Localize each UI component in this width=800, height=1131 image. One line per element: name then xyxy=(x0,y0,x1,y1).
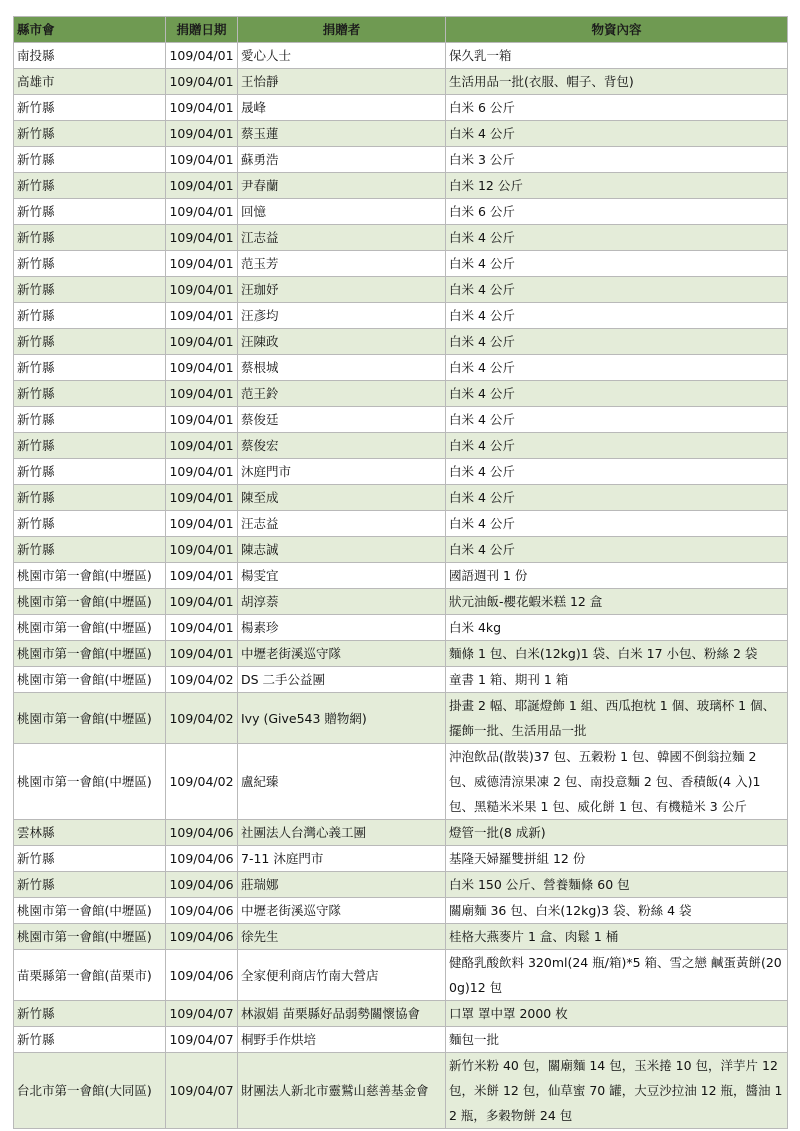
cell-date: 109/04/01 xyxy=(166,277,238,303)
table-row xyxy=(14,615,788,641)
cell-items: 白米 6 公斤 xyxy=(446,95,788,121)
cell-date: 109/04/01 xyxy=(166,407,238,433)
cell-county: 桃園市第一會館(中壢區) xyxy=(14,744,166,820)
cell-items: 白米 3 公斤 xyxy=(446,147,788,173)
table-row xyxy=(14,433,788,459)
table-row xyxy=(14,1053,788,1129)
header-row xyxy=(14,17,788,43)
table-row xyxy=(14,277,788,303)
cell-county: 新竹縣 xyxy=(14,537,166,563)
cell-county: 桃園市第一會館(中壢區) xyxy=(14,898,166,924)
cell-date: 109/04/06 xyxy=(166,820,238,846)
cell-date: 109/04/01 xyxy=(166,485,238,511)
cell-donor: 陳至成 xyxy=(238,485,446,511)
cell-donor: 江志益 xyxy=(238,225,446,251)
cell-county: 桃園市第一會館(中壢區) xyxy=(14,563,166,589)
cell-county: 新竹縣 xyxy=(14,381,166,407)
cell-donor: 愛心人士 xyxy=(238,43,446,69)
table-row xyxy=(14,924,788,950)
cell-donor: 蔡俊廷 xyxy=(238,407,446,433)
cell-county: 苗栗縣第一會館(苗栗市) xyxy=(14,950,166,1001)
cell-county: 新竹縣 xyxy=(14,407,166,433)
header-county: 縣市會 xyxy=(14,17,166,43)
cell-items: 燈管一批(8 成新) xyxy=(446,820,788,846)
cell-donor: 范王鈴 xyxy=(238,381,446,407)
cell-date: 109/04/01 xyxy=(166,511,238,537)
cell-items: 保久乳一箱 xyxy=(446,43,788,69)
donation-sheet xyxy=(13,16,787,1129)
cell-date: 109/04/01 xyxy=(166,121,238,147)
cell-items: 口罩 罩中罩 2000 枚 xyxy=(446,1001,788,1027)
cell-items: 掛畫 2 幅、耶誕燈飾 1 組、西瓜抱枕 1 個、玻璃杯 1 個、擺飾一批、生活用品一批 xyxy=(446,693,788,744)
cell-donor: 桐野手作烘培 xyxy=(238,1027,446,1053)
cell-county: 新竹縣 xyxy=(14,121,166,147)
table-row xyxy=(14,355,788,381)
cell-donor: 楊素珍 xyxy=(238,615,446,641)
table-row xyxy=(14,820,788,846)
cell-date: 109/04/07 xyxy=(166,1027,238,1053)
cell-items: 白米 4kg xyxy=(446,615,788,641)
cell-date: 109/04/01 xyxy=(166,95,238,121)
cell-items: 麵包一批 xyxy=(446,1027,788,1053)
cell-county: 新竹縣 xyxy=(14,329,166,355)
cell-items: 新竹米粉 40 包，關廟麵 14 包，玉米捲 10 包，洋芋片 12 包，米餅 12 包，仙草蜜 70 罐，大豆沙拉油 12 瓶，醬油 12 瓶，多穀物餅 24 包 xyxy=(446,1053,788,1129)
cell-items: 白米 4 公斤 xyxy=(446,459,788,485)
cell-items: 白米 4 公斤 xyxy=(446,381,788,407)
cell-donor: 社團法人台灣心義工團 xyxy=(238,820,446,846)
cell-county: 新竹縣 xyxy=(14,303,166,329)
cell-items: 白米 4 公斤 xyxy=(446,433,788,459)
cell-date: 109/04/01 xyxy=(166,381,238,407)
table-row xyxy=(14,95,788,121)
cell-items: 白米 4 公斤 xyxy=(446,355,788,381)
table-row xyxy=(14,898,788,924)
cell-donor: 蔡根城 xyxy=(238,355,446,381)
cell-donor: 財團法人新北市靈鷲山慈善基金會 xyxy=(238,1053,446,1129)
cell-county: 新竹縣 xyxy=(14,147,166,173)
cell-donor: 盧紀臻 xyxy=(238,744,446,820)
donation-table xyxy=(13,16,788,1129)
cell-items: 白米 4 公斤 xyxy=(446,407,788,433)
cell-date: 109/04/02 xyxy=(166,693,238,744)
cell-donor: 蔡玉蓮 xyxy=(238,121,446,147)
cell-date: 109/04/06 xyxy=(166,846,238,872)
table-row xyxy=(14,251,788,277)
cell-donor: 蔡俊宏 xyxy=(238,433,446,459)
table-row xyxy=(14,121,788,147)
table-row xyxy=(14,744,788,820)
table-row xyxy=(14,537,788,563)
cell-donor: 回憶 xyxy=(238,199,446,225)
cell-donor: 汪陳政 xyxy=(238,329,446,355)
cell-donor: 汪志益 xyxy=(238,511,446,537)
cell-items: 白米 4 公斤 xyxy=(446,121,788,147)
table-row xyxy=(14,667,788,693)
cell-date: 109/04/01 xyxy=(166,615,238,641)
cell-items: 白米 4 公斤 xyxy=(446,537,788,563)
cell-date: 109/04/07 xyxy=(166,1053,238,1129)
table-row xyxy=(14,693,788,744)
table-body xyxy=(14,43,788,1129)
cell-county: 新竹縣 xyxy=(14,872,166,898)
table-row xyxy=(14,1001,788,1027)
cell-items: 麵條 1 包、白米(12kg)1 袋、白米 17 小包、粉絲 2 袋 xyxy=(446,641,788,667)
cell-donor: 全家便利商店竹南大營店 xyxy=(238,950,446,1001)
cell-donor: 蘇勇浩 xyxy=(238,147,446,173)
header-donor: 捐贈者 xyxy=(238,17,446,43)
cell-date: 109/04/01 xyxy=(166,69,238,95)
cell-county: 桃園市第一會館(中壢區) xyxy=(14,924,166,950)
cell-date: 109/04/01 xyxy=(166,251,238,277)
table-row xyxy=(14,641,788,667)
cell-items: 桂格大燕麥片 1 盒、肉鬆 1 桶 xyxy=(446,924,788,950)
cell-donor: 楊雯宜 xyxy=(238,563,446,589)
cell-donor: 尹春蘭 xyxy=(238,173,446,199)
cell-date: 109/04/01 xyxy=(166,303,238,329)
cell-items: 白米 150 公斤、營養麵條 60 包 xyxy=(446,872,788,898)
cell-donor: 王怡靜 xyxy=(238,69,446,95)
cell-items: 沖泡飲品(散裝)37 包、五穀粉 1 包、韓國不倒翁拉麵 2 包、威德清涼果凍 2 包、南投意麵 2 包、香積飯(4 入)1 包、黑糙米米果 1 包、威化餅 1 包、有機糙米 3 公斤 xyxy=(446,744,788,820)
table-row xyxy=(14,459,788,485)
cell-county: 新竹縣 xyxy=(14,277,166,303)
cell-county: 新竹縣 xyxy=(14,1001,166,1027)
cell-items: 關廟麵 36 包、白米(12kg)3 袋、粉絲 4 袋 xyxy=(446,898,788,924)
table-row xyxy=(14,225,788,251)
cell-items: 白米 4 公斤 xyxy=(446,329,788,355)
cell-county: 新竹縣 xyxy=(14,459,166,485)
cell-items: 白米 6 公斤 xyxy=(446,199,788,225)
table-row xyxy=(14,872,788,898)
cell-date: 109/04/01 xyxy=(166,459,238,485)
cell-donor: 汪彥均 xyxy=(238,303,446,329)
table-row xyxy=(14,511,788,537)
cell-county: 桃園市第一會館(中壢區) xyxy=(14,693,166,744)
cell-items: 童書 1 箱、期刊 1 箱 xyxy=(446,667,788,693)
cell-date: 109/04/01 xyxy=(166,589,238,615)
cell-county: 台北市第一會館(大同區) xyxy=(14,1053,166,1129)
cell-date: 109/04/01 xyxy=(166,641,238,667)
cell-items: 白米 12 公斤 xyxy=(446,173,788,199)
cell-items: 白米 4 公斤 xyxy=(446,511,788,537)
table-row xyxy=(14,173,788,199)
cell-items: 白米 4 公斤 xyxy=(446,251,788,277)
cell-county: 新竹縣 xyxy=(14,355,166,381)
cell-donor: 沐庭門市 xyxy=(238,459,446,485)
cell-date: 109/04/01 xyxy=(166,43,238,69)
cell-county: 南投縣 xyxy=(14,43,166,69)
cell-county: 桃園市第一會館(中壢區) xyxy=(14,615,166,641)
cell-items: 白米 4 公斤 xyxy=(446,277,788,303)
cell-date: 109/04/01 xyxy=(166,329,238,355)
cell-date: 109/04/01 xyxy=(166,147,238,173)
cell-donor: 徐先生 xyxy=(238,924,446,950)
cell-date: 109/04/01 xyxy=(166,433,238,459)
cell-date: 109/04/01 xyxy=(166,563,238,589)
table-row xyxy=(14,485,788,511)
cell-items: 基隆天婦羅雙拼組 12 份 xyxy=(446,846,788,872)
cell-donor: 胡淳萘 xyxy=(238,589,446,615)
cell-donor: 莊瑞娜 xyxy=(238,872,446,898)
cell-county: 新竹縣 xyxy=(14,485,166,511)
cell-donor: 中壢老街溪巡守隊 xyxy=(238,641,446,667)
table-row xyxy=(14,303,788,329)
table-row xyxy=(14,950,788,1001)
cell-date: 109/04/01 xyxy=(166,199,238,225)
cell-county: 新竹縣 xyxy=(14,251,166,277)
table-row xyxy=(14,589,788,615)
cell-date: 109/04/01 xyxy=(166,225,238,251)
cell-county: 桃園市第一會館(中壢區) xyxy=(14,641,166,667)
table-header xyxy=(14,17,788,43)
table-row xyxy=(14,381,788,407)
cell-items: 健酪乳酸飲料 320ml(24 瓶/箱)*5 箱、雪之戀 鹹蛋黃餅(200g)12 包 xyxy=(446,950,788,1001)
header-date: 捐贈日期 xyxy=(166,17,238,43)
cell-donor: DS 二手公益團 xyxy=(238,667,446,693)
cell-date: 109/04/06 xyxy=(166,950,238,1001)
cell-county: 雲林縣 xyxy=(14,820,166,846)
cell-county: 新竹縣 xyxy=(14,225,166,251)
cell-donor: 汪珈妤 xyxy=(238,277,446,303)
cell-county: 桃園市第一會館(中壢區) xyxy=(14,667,166,693)
cell-date: 109/04/02 xyxy=(166,667,238,693)
cell-items: 白米 4 公斤 xyxy=(446,485,788,511)
cell-county: 新竹縣 xyxy=(14,173,166,199)
cell-donor: 林淑娟 苗栗縣好品弱勢關懷協會 xyxy=(238,1001,446,1027)
header-items: 物資內容 xyxy=(446,17,788,43)
table-row xyxy=(14,563,788,589)
cell-county: 桃園市第一會館(中壢區) xyxy=(14,589,166,615)
table-row xyxy=(14,147,788,173)
cell-donor: 中壢老街溪巡守隊 xyxy=(238,898,446,924)
cell-county: 新竹縣 xyxy=(14,95,166,121)
table-row xyxy=(14,69,788,95)
cell-date: 109/04/06 xyxy=(166,872,238,898)
cell-items: 白米 4 公斤 xyxy=(446,225,788,251)
cell-county: 高雄市 xyxy=(14,69,166,95)
cell-county: 新竹縣 xyxy=(14,433,166,459)
table-row xyxy=(14,43,788,69)
table-row xyxy=(14,846,788,872)
cell-items: 國語週刊 1 份 xyxy=(446,563,788,589)
cell-date: 109/04/01 xyxy=(166,537,238,563)
table-row xyxy=(14,407,788,433)
cell-items: 狀元油飯-櫻花蝦米糕 12 盒 xyxy=(446,589,788,615)
cell-donor: 7-11 沐庭門市 xyxy=(238,846,446,872)
cell-county: 新竹縣 xyxy=(14,1027,166,1053)
cell-county: 新竹縣 xyxy=(14,511,166,537)
cell-date: 109/04/01 xyxy=(166,355,238,381)
cell-county: 新竹縣 xyxy=(14,199,166,225)
cell-date: 109/04/06 xyxy=(166,924,238,950)
table-row xyxy=(14,1027,788,1053)
cell-items: 生活用品一批(衣服、帽子、背包) xyxy=(446,69,788,95)
table-row xyxy=(14,199,788,225)
cell-donor: 范玉芳 xyxy=(238,251,446,277)
cell-items: 白米 4 公斤 xyxy=(446,303,788,329)
cell-donor: 陳志誠 xyxy=(238,537,446,563)
cell-date: 109/04/02 xyxy=(166,744,238,820)
cell-donor: Ivy (Give543 贈物網) xyxy=(238,693,446,744)
cell-county: 新竹縣 xyxy=(14,846,166,872)
cell-donor: 晟峰 xyxy=(238,95,446,121)
cell-date: 109/04/01 xyxy=(166,173,238,199)
cell-date: 109/04/06 xyxy=(166,898,238,924)
cell-date: 109/04/07 xyxy=(166,1001,238,1027)
table-row xyxy=(14,329,788,355)
